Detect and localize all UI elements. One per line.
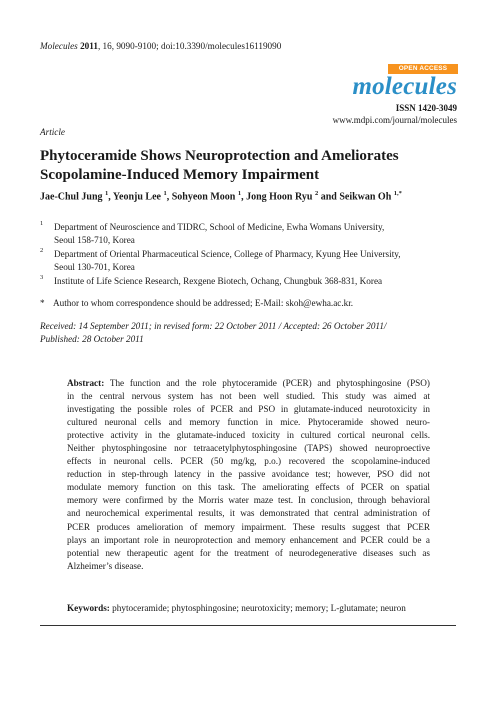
- abstract-line: and neurochemical experimental results, it was demonstrated that central administration of: [67, 508, 430, 519]
- affiliation-line: Department of Neuroscience and TIDRC, School of Medicine, Ewha Womans University,: [54, 222, 385, 232]
- author-separator: ,: [241, 191, 247, 203]
- abstract-line: cultured neuronal cells and memory function in mice. Phytoceramide showed neuro-: [67, 417, 430, 428]
- author-separator: ,: [108, 191, 113, 203]
- citation-line: [40, 41, 281, 51]
- affiliation-line: Seoul 130-701, Korea: [54, 261, 135, 272]
- keywords: [67, 603, 406, 613]
- journal-logo: molecules: [352, 73, 457, 100]
- affiliation-text: [54, 275, 382, 288]
- corresponding-author-mark: *: [40, 298, 45, 308]
- author-name: Jong Hoon Ryu: [246, 191, 313, 203]
- article-type: Article: [40, 127, 66, 137]
- author-name: Seikwan Oh: [339, 191, 392, 203]
- abstract-line: Alzheimer’s disease.: [67, 560, 144, 571]
- affiliation-number: 3: [40, 274, 44, 281]
- article-title: [40, 147, 460, 185]
- author-affiliation-mark: 1: [163, 190, 167, 197]
- affiliation-line: Seoul 158-710, Korea: [54, 234, 135, 245]
- author-name: Yeonju Lee: [112, 191, 161, 203]
- author-name: Sohyeon Moon: [171, 191, 236, 203]
- title-line: Phytoceramide Shows Neuroprotection and Ameliorates: [40, 148, 399, 164]
- author-affiliation-mark: 2: [314, 190, 319, 197]
- publication-dates: [40, 320, 386, 346]
- dates-line: Received: 14 September 2011; in revised form: 22 October 2011 / Accepted: 26 October 2011/: [40, 321, 387, 331]
- section-divider: [40, 625, 456, 626]
- title-line: Scopolamine-Induced Memory Impairment: [40, 167, 320, 183]
- author-list: [40, 190, 402, 202]
- correspondence-text: Author to whom correspondence should be addressed; E-Mail: skoh@ewha.ac.kr.: [53, 298, 354, 308]
- affiliation-text: [54, 221, 384, 246]
- author-affiliation-mark: 1: [237, 190, 242, 197]
- affiliation-text: [54, 248, 401, 273]
- author-affiliation-mark: 1,*: [393, 190, 402, 197]
- affiliation-line: Department of Oriental Pharmaceutical Science, College of Pharmacy, Kyung Hee University,: [54, 249, 401, 259]
- author-separator: and: [318, 191, 340, 203]
- abstract-label: Abstract:: [67, 378, 105, 388]
- abstract-line: plays an important role in neuroprotection and memory enhancement and PCER could be a: [67, 534, 430, 545]
- abstract-line: effects in neuronal cells. PCER (50 mg/kg, p.o.) recovered the scopolamine-induced: [67, 456, 430, 467]
- author-affiliation-mark: 1: [105, 190, 109, 197]
- dates-line: Published: 28 October 2011: [40, 334, 144, 344]
- abstract-line: Abstract: The function and the role phytoceramide (PCER) and phytosphingosine (PSO): [67, 378, 430, 388]
- open-access-badge: OPEN ACCESS: [388, 64, 458, 74]
- affiliation-number: 1: [40, 220, 44, 227]
- abstract-line: protective activity in the glutamate-induced toxicity in cultured cortical neuronal cells.: [67, 430, 430, 441]
- abstract-line: potential new therapeutic agent for the treatment of neurodegenerative diseases such as: [67, 547, 430, 558]
- citation-journal: Molecules: [40, 41, 78, 51]
- keywords-text: phytoceramide; phytosphingosine; neurotoxicity; memory; L-glutamate; neuron: [112, 603, 406, 613]
- abstract-line: investigating the possible roles of PCER and PSO in glutamate-induced neurotoxicity in: [67, 404, 430, 415]
- abstract-line: PCER produces amelioration of memory impairment. These results suggest that PCER: [67, 521, 430, 532]
- abstract-line: memory were confirmed by the Morris water maze test. In conclusion, through behavioral: [67, 495, 430, 506]
- citation-year: 2011: [80, 41, 98, 51]
- journal-url[interactable]: www.mdpi.com/journal/molecules: [332, 115, 457, 125]
- correspondence-note: [40, 298, 353, 308]
- abstract-line: reduction in step-through latency in the passive avoidance test; however, PSO did not: [67, 469, 430, 480]
- keywords-label: Keywords:: [67, 603, 110, 613]
- author-separator: ,: [166, 191, 172, 203]
- affiliation-number: 2: [40, 247, 44, 254]
- author-name: Jae-Chul Jung: [40, 191, 103, 203]
- abstract-line: Neither phytosphingosine nor tetraacetylphytosphingosine (TAPS) showed neuroproective: [67, 443, 430, 454]
- abstract-line: modulate memory function on this task. The ameliorating effects of PCER on spatial: [67, 482, 430, 493]
- affiliation-line: Institute of Life Science Research, Rexgene Biotech, Ochang, Chungbuk 368-831, Korea: [54, 276, 383, 286]
- abstract: [67, 377, 430, 573]
- issn-label: ISSN 1420-3049: [395, 103, 457, 113]
- citation-details: , 16, 9090-9100; doi:10.3390/molecules16119090: [97, 41, 282, 51]
- abstract-line: in the central nervous system has not been well studied. This study was aimed at: [67, 391, 430, 402]
